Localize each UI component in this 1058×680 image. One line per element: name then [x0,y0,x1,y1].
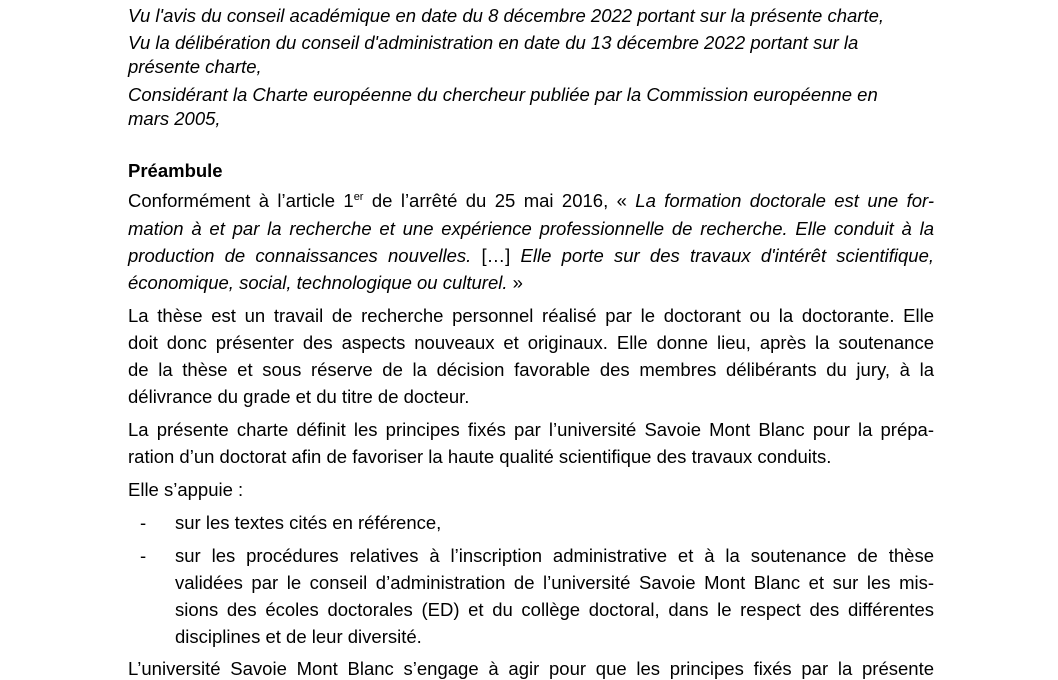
quote-line-4 [128,272,523,294]
paragraph-2-line-2: doit donc présenter des aspects nouveaux et originaux. Elle donne lieu, après la soutenance [128,332,934,353]
paragraph-3-line-2: ration d’un doctorat afin de favoriser la haute qualité scientifique des travaux conduits. [128,446,832,467]
quote-line-1 [128,190,934,212]
paragraph-2-line-4: délivrance du grade et du titre de docteur. [128,386,470,407]
quote-text: […] [471,245,521,266]
visa-line-3a: Considérant la Charte européenne du chercheur publiée par la Commission européenne en [128,84,878,105]
visa-line-1: Vu l'avis du conseil académique en date du 8 décembre 2022 portant sur la présente charte, [128,5,885,26]
quote-line-3 [128,245,934,267]
bullet-2-line-3: sions des écoles doctorales (ED) et du collège doctoral, dans le respect des différentes [175,599,934,620]
bullet-dash: - [140,512,147,533]
section-heading-preambule: Préambule [128,160,223,181]
paragraph-2-line-1: La thèse est un travail de recherche personnel réalisé par le doctorant ou la doctorante. Elle [128,305,934,326]
paragraph-3-line-1: La présente charte définit les principes fixés par l’université Savoie Mont Blanc pour la prépa- [128,419,934,440]
visa-line-2a: Vu la délibération du conseil d'administration en date du 13 décembre 2022 portant sur la [128,32,859,53]
bullet-dash: - [140,545,147,566]
quote-text: de l’arrêté du 25 mai 2016, « [363,190,636,211]
quote-text: » [507,272,523,293]
bullet-2-line-2: validées par le conseil d’administration de l’université Savoie Mont Blanc et sur les mis- [175,572,934,593]
quote-text: Conformément à l’article 1 [128,190,354,211]
quote-text-italic: La formation doctorale est une for- [635,190,935,211]
visa-line-3b: mars 2005, [128,108,221,129]
quote-line-2: mation à et par la recherche et une expérience professionnelle de recherche. Elle conduit à la [128,218,934,239]
superscript: er [353,191,364,203]
paragraph-2-line-3: de la thèse et sous réserve de la décision favorable des membres délibérants du jury, à la [128,359,934,380]
quote-text-italic: Elle porte sur des travaux d'intérêt scientifique, [520,245,935,266]
quote-text-italic: production de connaissances nouvelles. [128,245,472,266]
paragraph-5-line-1: L’université Savoie Mont Blanc s’engage à agir pour que les principes fixés par la présente [128,658,934,679]
paragraph-4: Elle s’appuie : [128,479,244,500]
bullet-1: sur les textes cités en référence, [175,512,442,533]
bullet-2-line-1: sur les procédures relatives à l’inscription administrative et à la soutenance de thèse [175,545,934,566]
bullet-2-line-4: disciplines et de leur diversité. [175,626,422,647]
quote-text-italic: économique, social, technologique ou culturel. [128,272,508,293]
visa-line-2b: présente charte, [128,56,262,77]
